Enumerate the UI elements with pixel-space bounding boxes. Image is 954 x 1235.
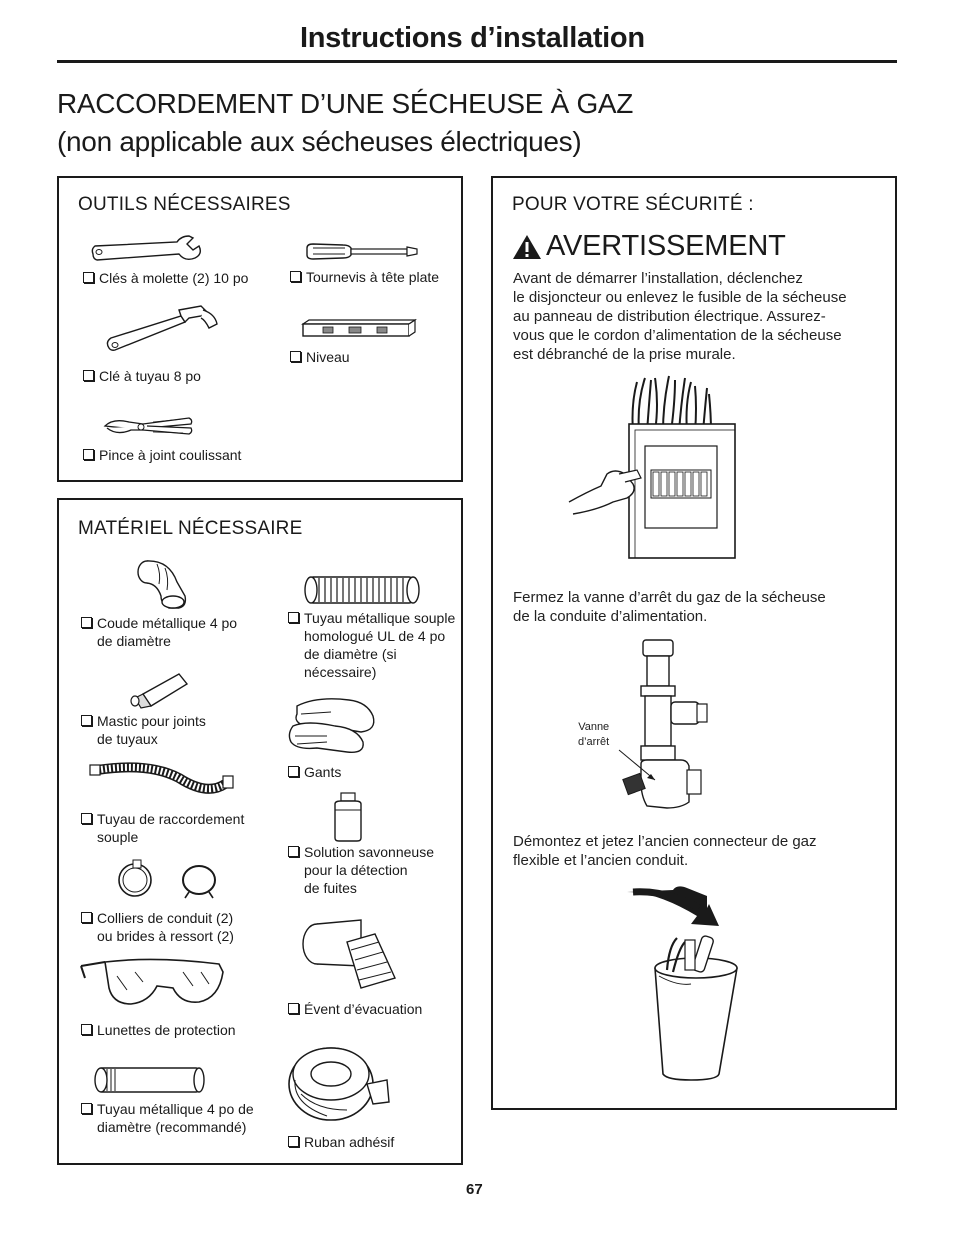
metal-elbow-icon — [135, 560, 189, 610]
gloves-icon — [287, 696, 379, 756]
material-item-duct-tape: Ruban adhésif — [288, 1133, 394, 1151]
materials-box-title: MATÉRIEL NÉCESSAIRE — [78, 518, 303, 539]
checkbox-icon — [83, 370, 94, 381]
warning-title: AVERTISSEMENT — [546, 230, 786, 262]
material-item-safety-glasses: Lunettes de protection — [81, 1021, 236, 1039]
flexible-gas-connector-icon — [89, 762, 239, 808]
safety-paragraph-3: Démontez et jetez l’ancien connecteur de gaz flexible et l’ancien conduit. — [513, 833, 817, 869]
slip-joint-pliers-icon — [103, 414, 193, 440]
materials-box — [57, 498, 463, 1165]
gas-shutoff-valve-illustration — [611, 636, 731, 816]
tools-box-title: OUTILS NÉCESSAIRES — [78, 194, 291, 215]
checkbox-icon — [81, 912, 92, 923]
material-item-flexible-connector: Tuyau de raccordement souple — [81, 810, 244, 846]
material-item-elbow: Coude métallique 4 po de diamètre — [81, 614, 237, 650]
warning-triangle-icon — [512, 234, 542, 260]
tools-box — [57, 176, 463, 482]
material-item-rigid-duct: Tuyau métallique 4 po de diamètre (recommandé) — [81, 1100, 254, 1136]
material-item-exhaust-hood: Évent d’évacuation — [288, 1000, 422, 1018]
trash-can-illustration — [627, 886, 757, 1086]
safety-paragraph-2: Fermez la vanne d’arrêt du gaz de la sécheuse de la conduite d’alimentation. — [513, 589, 826, 625]
section-title — [57, 85, 633, 161]
material-item-pipe-compound: Mastic pour joints de tuyaux — [81, 712, 206, 748]
tool-item-adjustable-wrench: Clés à molette (2) 10 po — [83, 269, 248, 287]
tool-item-pipe-wrench: Clé à tuyau 8 po — [83, 367, 201, 385]
checkbox-icon — [290, 351, 301, 362]
tool-item-pliers: Pince à joint coulissant — [83, 446, 241, 464]
checkbox-icon — [288, 1003, 299, 1014]
warning-heading — [512, 230, 786, 263]
material-item-gloves: Gants — [288, 763, 341, 781]
level-icon — [301, 318, 417, 340]
checkbox-icon — [83, 449, 94, 460]
safety-glasses-icon — [79, 958, 225, 1008]
material-item-soap-solution: Solution savonneuse pour la détection de fuites — [288, 843, 434, 897]
callout-arrow — [617, 748, 667, 788]
duct-tape-icon — [287, 1044, 395, 1126]
soap-bottle-icon — [331, 792, 365, 842]
safety-paragraph-1: Avant de démarrer l’installation, déclenchez le disjoncteur ou enlevez le fusible de la sécheuse au panneau de distribution électrique. Assurez- vous que le cordon d’alimentation de la sécheuse est débranché de la prise murale. — [513, 270, 847, 363]
checkbox-icon — [81, 1024, 92, 1035]
page-header-title: Instructions d’installation — [300, 22, 645, 54]
checkbox-icon — [81, 1103, 92, 1114]
header-divider — [57, 60, 897, 63]
checkbox-icon — [81, 813, 92, 824]
checkbox-icon — [288, 1136, 299, 1147]
checkbox-icon — [288, 846, 299, 857]
material-item-clamps: Colliers de conduit (2) ou brides à ressort (2) — [81, 909, 234, 945]
checkbox-icon — [288, 612, 299, 623]
checkbox-icon — [288, 766, 299, 777]
checkbox-icon — [83, 272, 94, 283]
breaker-panel-illustration — [567, 374, 747, 564]
exhaust-hood-icon — [299, 916, 399, 992]
tool-item-screwdriver: Tournevis à tête plate — [290, 268, 439, 286]
section-title-line-2: (non applicable aux sécheuses électriques) — [57, 126, 582, 157]
adjustable-wrench-icon — [89, 234, 204, 264]
pipe-compound-tube-icon — [127, 670, 191, 710]
flat-screwdriver-icon — [305, 242, 419, 262]
flexible-duct-icon — [303, 574, 421, 606]
safety-box-title: POUR VOTRE SÉCURITÉ : — [512, 194, 754, 215]
valve-callout-label: Vanne d’arrêt — [578, 721, 610, 748]
duct-clamps-icon — [117, 860, 227, 900]
checkbox-icon — [81, 715, 92, 726]
section-title-line-1: RACCORDEMENT D’UNE SÉCHEUSE À GAZ — [57, 88, 634, 119]
checkbox-icon — [81, 617, 92, 628]
page-number: 67 — [466, 1181, 483, 1198]
material-item-flexible-duct: Tuyau métallique souple homologué UL de 4 po de diamètre (si nécessaire) — [288, 609, 455, 681]
tool-item-level: Niveau — [290, 348, 350, 366]
safety-box — [491, 176, 897, 1110]
rigid-duct-icon — [93, 1066, 207, 1096]
checkbox-icon — [290, 271, 301, 282]
pipe-wrench-icon — [105, 304, 223, 354]
